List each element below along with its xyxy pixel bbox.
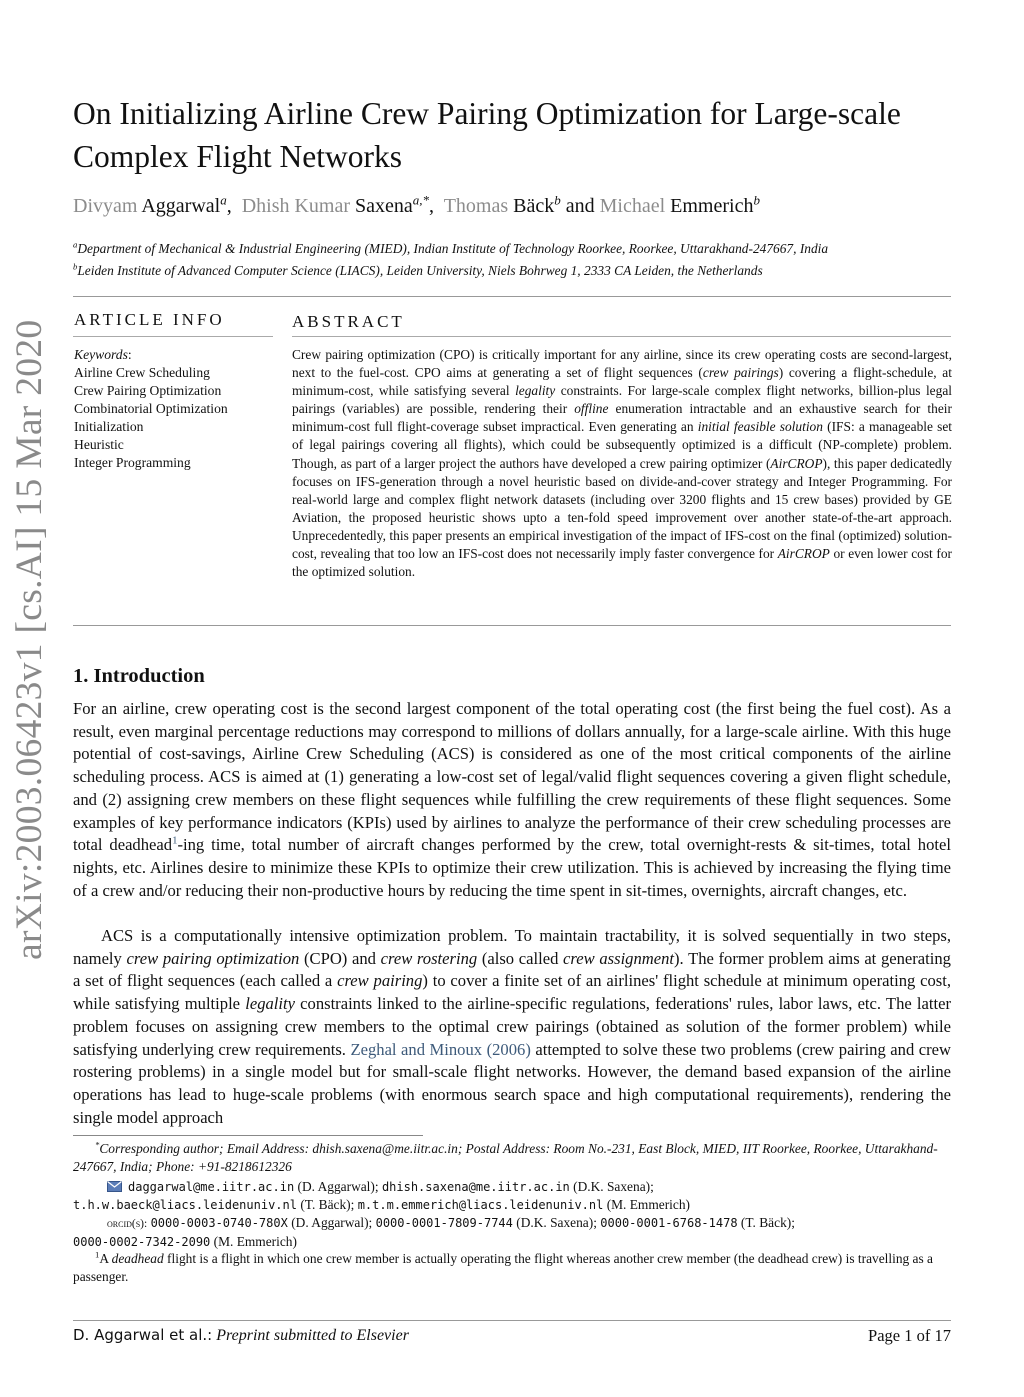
article-info-heading: ARTICLE INFO [74, 310, 225, 329]
email-link[interactable]: m.t.m.emmerich@liacs.leidenuniv.nl [357, 1198, 604, 1212]
keyword-item: Integer Programming [74, 455, 191, 470]
keyword-item: Combinatorial Optimization [74, 401, 228, 416]
abstract-text: Crew pairing optimization (CPO) is critically important for any airline, since its crew operating costs are second-largest, next to the fuel-cost. CPO aims at generating a set of flight sequences (crew pairings) covering a flight-schedule, at minimum-cost, while satisfying several legality constraints. For large-scale complex flight networks, billion-plus legal pairings (variables) are possible, rendering their offline enumeration intractable and an exhaustive search for their minimum-cost full flight-coverage subset impractical. Even generating an initial feasible solution (IFS: a manageable set of legal pairings covering all flights), which could be subsequently optimized is a difficult (NP-complete) problem. Though, as part of a larger project the authors have developed a crew pairing optimizer (AirCROP), this paper dedicatedly focuses on IFS-generation through a novel heuristic based on divide-and-cover strategy and Integer Programming. For real-world large and complex flight network datasets (including over 3200 flights and 15 crew bases) provided by GE Aviation, the proposed heuristic shows upto a ten-fold speed improvement over another state-of-the-art approach. Unprecedentedly, this paper presents an empirical investigation of the impact of IFS-cost on the final (optimized) solution-cost, revealing that too low an IFS-cost does not necessarily imply faster convergence for AirCROP or even lower cost for the optimized solution. [292, 347, 952, 580]
orcid-link[interactable]: 0000-0002-7342-2090 [73, 1235, 211, 1249]
keyword-item: Crew Pairing Optimization [74, 383, 222, 398]
intro-paragraph-1: For an airline, crew operating cost is the second largest component of the total operating cost (the first being the fuel cost). As a result, even marginal percentage reductions may correspond to millions of dollars annually, for a large-scale airline. With this huge potential of cost-savings, Airline Crew Scheduling (ACS) is considered as one of the most critical components of the airline scheduling process. ACS is aimed at (1) generating a low-cost set of legal/valid flight sequences covering a given flight schedule, and (2) assigning crew members on these flight sequences while fulfilling the crew requirements of these flight sequences. Some examples of key performance indicators (KPIs) used by airlines to analyze the performance of their crew scheduling processes are total deadhead$^1$-ing time, total number of aircraft changes performed by the crew, total overnight-rests & sit-times, total hotel nights, etc. Airlines desire to minimize these KPIs to optimize their crew utilization. This is achieved by increasing the flying time of a crew and/or reducing their non-productive hours by reducing the time spent in sit-times, overnights, aircraft changes, etc. [73, 699, 951, 900]
affiliation-b: $^b$Leiden Institute of Advanced Computer Science (LIACS), Leiden University, Niels Bohrweg 1, 2333 CA Leiden, the Netherlands [73, 261, 763, 278]
email-link[interactable]: dhish.saxena@me.iitr.ac.in [381, 1180, 570, 1194]
author-3[interactable]: Thomas Bäck$^b$ [443, 192, 561, 217]
arxiv-side-stamp: arXiv:2003.06423v1 [cs.AI] 15 Mar 2020 [9, 319, 50, 960]
orcid-link[interactable]: 0000-0001-6768-1478 [600, 1216, 738, 1230]
author-1[interactable]: Divyam Aggarwal$^a$ [73, 192, 227, 217]
title-line-1: On Initializing Airline Crew Pairing Optimization for Large-scale [73, 96, 901, 131]
footer-rule [73, 1320, 951, 1321]
abstract-end-rule [73, 625, 951, 626]
running-footer: D. Aggarwal et al.: Preprint submitted to Elsevier [73, 1326, 409, 1344]
orcid-link[interactable]: 0000-0001-7809-7744 [375, 1216, 513, 1230]
author-4[interactable]: Michael Emmerich$^b$ [599, 192, 760, 217]
title-line-2: Complex Flight Networks [73, 139, 402, 174]
paper-title [73, 92, 973, 178]
orcid-label: orcid(s): [107, 1218, 148, 1230]
aircrop-name: AirCROP [770, 455, 823, 471]
keyword-item: Airline Crew Scheduling [74, 365, 210, 380]
footnote-emails: daggarwal@me.iitr.ac.in (D. Aggarwal); dhish.saxena@me.iitr.ac.in (D.K. Saxena); t.h.w.baeck@liacs.leidenuniv.nl (T. Bäck); m.t.m.emmerich@liacs.leidenuniv.nl (M. Emmerich) [73, 1179, 690, 1212]
citation-link[interactable]: Zeghal and Minoux (2006) [350, 1039, 531, 1059]
article-info-rule [73, 336, 273, 337]
intro-paragraph-2: ACS is a computationally intensive optimization problem. To maintain tractability, it is solved sequentially in two steps, namely crew pairing optimization (CPO) and crew rostering (also called crew assignment). The former problem aims at generating a set of flight sequences (each called a crew pairing) to cover a finite set of an airlines' flight schedule at minimum operating cost, while satisfying multiple legality constraints linked to the airline-specific regulations, federations' rules, labor laws, etc. The latter problem focuses on assigning crew members to the optimal crew pairings (obtained as solution of the former problem) while satisfying underlying crew requirements. Zeghal and Minoux (2006) attempted to solve these two problems (crew pairing and crew rostering problems) in a single model but for small-scale flight networks. However, the demand based expansion of the airline operations has lead to huge-scale problems (with enormous search space and high computational requirements), rendering the single model approach [73, 926, 952, 1127]
footnote-orcids: orcid(s): 0000-0003-0740-780X (D. Aggarwal); 0000-0001-7809-7744 (D.K. Saxena); 0000-0001-6768-1478 (T. Bäck); 0000-0002-7342-2090 (M. Emmerich) [73, 1215, 795, 1249]
and-word: and [565, 195, 595, 217]
keywords-block [74, 346, 274, 472]
keyword-item: Heuristic [74, 437, 124, 452]
abstract-rule [292, 336, 951, 337]
email-link[interactable]: daggarwal@me.iitr.ac.in [128, 1180, 295, 1194]
aircrop-name: AirCROP [777, 546, 830, 562]
email-link[interactable]: t.h.w.baeck@liacs.leidenuniv.nl [73, 1198, 297, 1212]
section-heading-introduction: 1. Introduction [73, 665, 205, 687]
author-list: Divyam Aggarwal$^a$, Dhish Kumar Saxena$^{a,*}$, Thomas Bäck$^b$ and Michael Emmerich$^b$ [73, 192, 760, 217]
footnote-1: $^1$A deadhead flight is a flight in which one crew member is actually operating the flight whereas another crew member (the deadhead crew) is travelling as a passenger. [73, 1249, 934, 1284]
abstract-heading: ABSTRACT [292, 312, 405, 331]
affiliation-a: $^a$Department of Mechanical & Industrial Engineering (MIED), Indian Institute of Technology Roorkee, Roorkee, Uttarakhand-247667, India [73, 239, 829, 256]
author-2[interactable]: Dhish Kumar Saxena$^{a,*}$ [241, 192, 430, 217]
keyword-item: Initialization [74, 419, 144, 434]
footnote-ref-1[interactable]: 1 [172, 834, 178, 847]
page-number: Page 1 of 17 [868, 1326, 951, 1345]
footnote-corresponding: *Corresponding author; Email Address: dhish.saxena@me.iitr.ac.in; Postal Address: Room No.-231, East Block, MIED, IIT Roorkee, Roorkee, Uttarakhand-247667, India; Phone: +91-8218612326 [73, 1139, 938, 1174]
envelope-icon [107, 1181, 122, 1192]
orcid-link[interactable]: 0000-0003-0740-780X [150, 1216, 288, 1230]
header-rule [73, 296, 951, 297]
footnote-rule [73, 1135, 423, 1136]
keywords-label: Keywords: [74, 347, 132, 362]
